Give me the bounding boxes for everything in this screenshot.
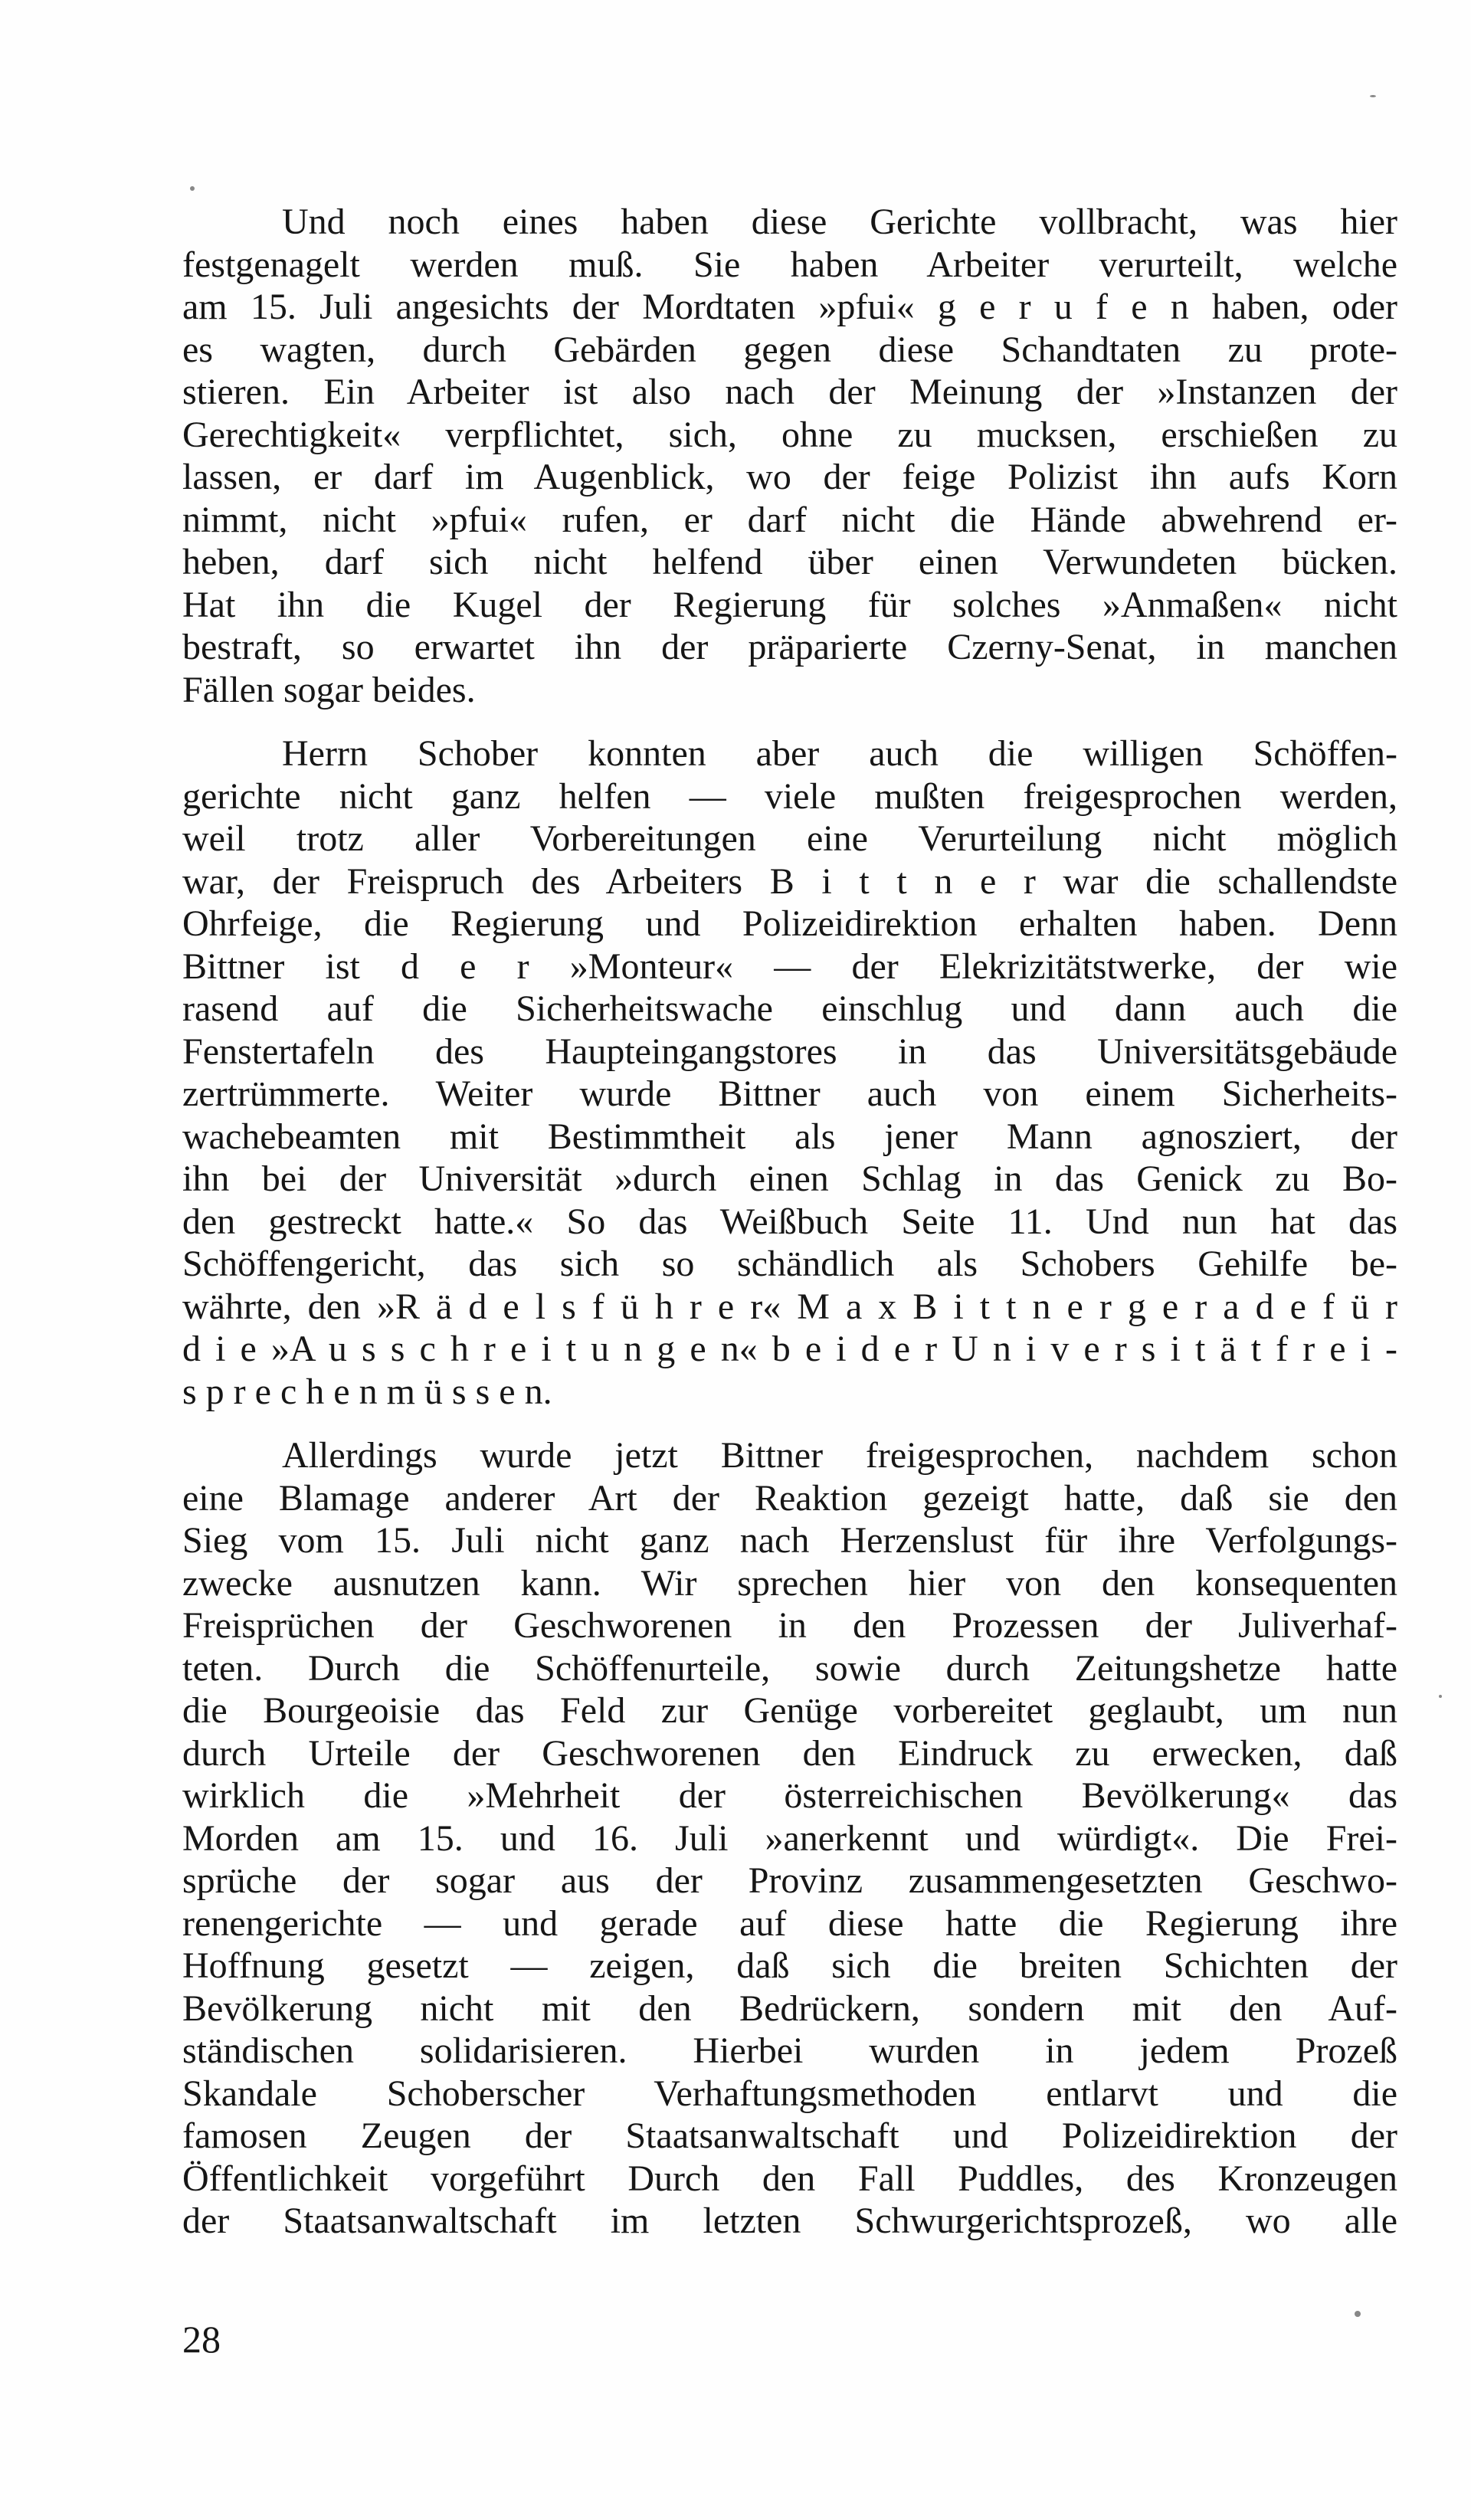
paragraph-3 [182,1434,1397,2243]
text-line: Fenstertafeln des Haupteingangstores in das Universitätsgebäude [182,1031,1397,1072]
scan-speck [190,186,195,191]
text-line: Ohrfeige, die Regierung und Polizeidirektion erhalten haben. Denn [182,903,1397,944]
text-line: war, der Freispruch des Arbeiters B i t t n e r war die schallendste [182,860,1397,902]
text-line: Bevölkerung nicht mit den Bedrückern, sondern mit den Auf- [182,1987,1397,2029]
paragraph-2 [182,732,1397,1413]
text-line: Bittner ist d e r »Monteur« — der Elekrizitätstwerke, der wie [182,945,1397,987]
text-line: zertrümmerte. Weiter wurde Bittner auch von einem Sicherheits- [182,1073,1397,1114]
text-line: nimmt, nicht »pfui« rufen, er darf nicht die Hände abwehrend er- [182,499,1397,540]
text-line: Hoffnung gesetzt — zeigen, daß sich die breiten Schichten der [182,1945,1397,1986]
scan-speck [1355,2311,1361,2317]
text-line: am 15. Juli angesichts der Mordtaten »pfui« g e r u f e n haben, oder [182,287,1397,327]
text-line: renengerichte — und gerade auf diese hatte die Regierung ihre [182,1902,1397,1944]
text-line: heben, darf sich nicht helfend über einen Verwundeten bücken. [182,542,1397,582]
text-line: Und noch eines haben diese Gerichte vollbracht, was hier [282,202,1397,242]
text-line: Morden am 15. und 16. Juli »anerkennt und würdigt«. Die Frei- [182,1817,1397,1859]
text-line: Öffentlichkeit vorgeführt Durch den Fall Puddles, des Kronzeugen [182,2158,1397,2199]
text-line: bestraft, so erwartet ihn der präparierte Czerny-Senat, in manchen [182,627,1397,667]
paragraph-1 [182,201,1397,711]
text-line: die Bourgeoisie das Feld zur Genüge vorbereitet geglaubt, um nun [182,1690,1397,1731]
text-line: ihn bei der Universität »durch einen Schlag in das Genick zu Bo- [182,1158,1397,1199]
text-line: Gerechtigkeit« verpflichtet, sich, ohne zu mucksen, erschießen zu [182,414,1397,455]
text-line: Hat ihn die Kugel der Regierung für solches »Anmaßen« nicht [182,584,1397,625]
text-line: rasend auf die Sicherheitswache einschlug und dann auch die [182,988,1397,1029]
text-line: währte, den »R ä d e l s f ü h r e r« M a x B i t t n e r g e r a d e f ü r [182,1286,1397,1327]
text-line: wachebeamten mit Bestimmtheit als jener Mann agnosziert, der [182,1116,1397,1157]
text-line: stieren. Ein Arbeiter ist also nach der Meinung der »Instanzen der [182,372,1397,412]
text-line: famosen Zeugen der Staatsanwaltschaft und Polizeidirektion der [182,2115,1397,2156]
body-text [182,201,1397,2243]
text-line: lassen, er darf im Augenblick, wo der feige Polizist ihn aufs Korn [182,457,1397,497]
text-line: wirklich die »Mehrheit der österreichischen Bevölkerung« das [182,1775,1397,1816]
text-line: den gestreckt hatte.« So das Weißbuch Seite 11. Und nun hat das [182,1201,1397,1242]
text-line: ständischen solidarisieren. Hierbei wurden in jedem Prozeß [182,2030,1397,2071]
text-line: d i e »A u s s c h r e i t u n g e n« b e i d e r U n i v e r s i t ä t f r e i - [182,1329,1397,1369]
text-line: gerichte nicht ganz helfen — viele mußten freigesprochen werden, [182,775,1397,817]
text-line: Skandale Schoberscher Verhaftungsmethoden entlarvt und die [182,2073,1397,2114]
text-line: weil trotz aller Vorbereitungen eine Verurteilung nicht möglich [182,818,1397,859]
text-line: Fällen sogar beides. [182,669,476,710]
scan-speck [1370,95,1376,97]
text-line: Sieg vom 15. Juli nicht ganz nach Herzenslust für ihre Verfolgungs- [182,1520,1397,1561]
text-line: teten. Durch die Schöffenurteile, sowie durch Zeitungshetze hatte [182,1647,1397,1689]
text-line: Schöffengericht, das sich so schändlich als Schobers Gehilfe be- [182,1244,1397,1284]
text-line: Freisprüchen der Geschworenen in den Prozessen der Juliverhaf- [182,1605,1397,1646]
text-line: Allerdings wurde jetzt Bittner freigesprochen, nachdem schon [282,1435,1397,1476]
text-line: zwecke ausnutzen kann. Wir sprechen hier von den konsequenten [182,1562,1397,1604]
text-line: eine Blamage anderer Art der Reaktion gezeigt hatte, daß sie den [182,1477,1397,1519]
text-line: festgenagelt werden muß. Sie haben Arbeiter verurteilt, welche [182,244,1397,285]
text-line: s p r e c h e n m ü s s e n. [182,1371,552,1412]
text-line: Herrn Schober konnten aber auch die willigen Schöffen- [282,733,1397,774]
scan-speck [1439,1695,1442,1698]
page-number: 28 [182,2318,221,2361]
text-line: es wagten, durch Gebärden gegen diese Schandtaten zu prote- [182,329,1397,370]
text-line: der Staatsanwaltschaft im letzten Schwurgerichtsprozeß, wo alle [182,2200,1397,2241]
text-line: sprüche der sogar aus der Provinz zusammengesetzten Geschwo- [182,1860,1397,1901]
text-line: durch Urteile der Geschworenen den Eindruck zu erwecken, daß [182,1732,1397,1774]
